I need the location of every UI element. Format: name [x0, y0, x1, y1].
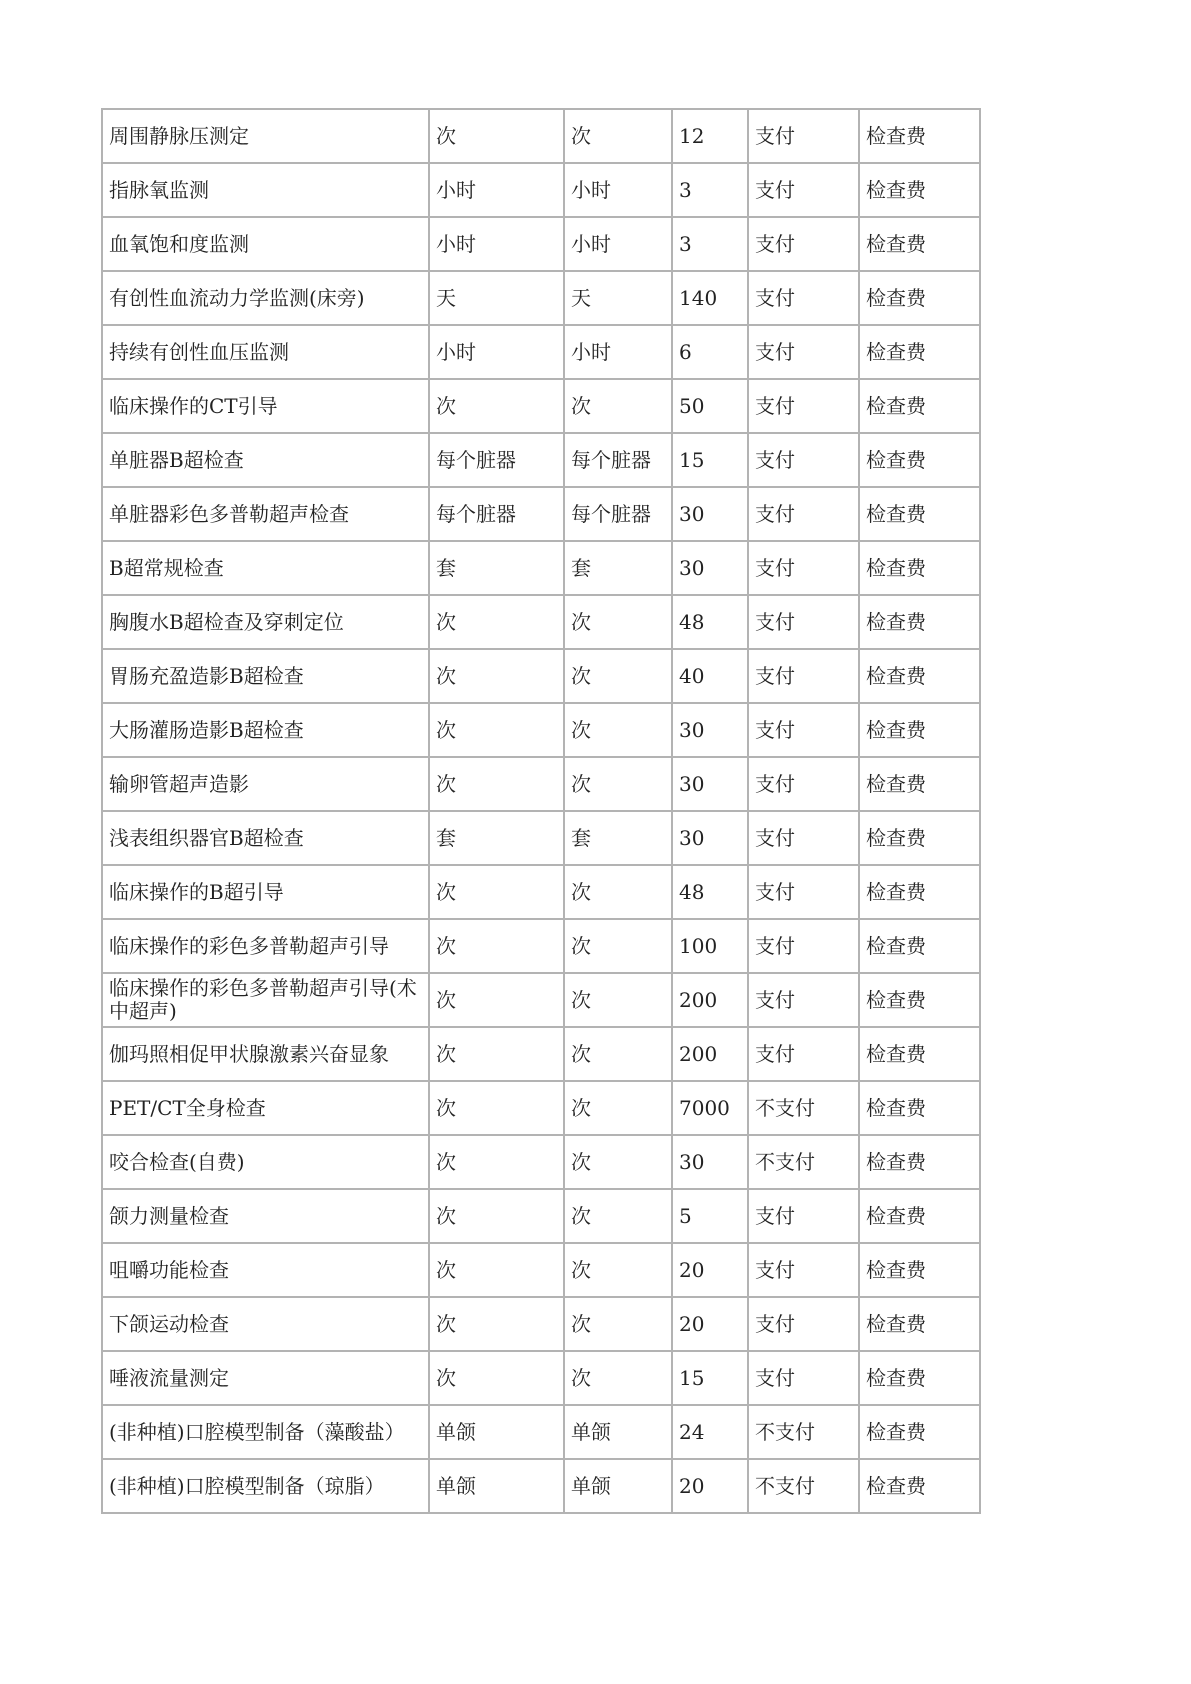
table-row [102, 1135, 980, 1189]
payment-status-cell: 支付 [748, 1297, 859, 1351]
billing-unit-cell: 小时 [564, 163, 672, 217]
price-cell: 30 [672, 1135, 748, 1189]
payment-status-cell: 不支付 [748, 1405, 859, 1459]
item-name-cell: 临床操作的彩色多普勒超声引导(术中超声) [102, 973, 429, 1027]
fee-category-cell: 检查费 [859, 1189, 980, 1243]
payment-status-cell: 不支付 [748, 1081, 859, 1135]
price-cell: 20 [672, 1243, 748, 1297]
item-name-cell: 指脉氧监测 [102, 163, 429, 217]
billing-unit-cell: 次 [564, 1027, 672, 1081]
fee-category-cell: 检查费 [859, 1135, 980, 1189]
table-row [102, 757, 980, 811]
unit-cell: 单颌 [429, 1459, 564, 1513]
fee-category-cell: 检查费 [859, 217, 980, 271]
billing-unit-cell: 套 [564, 811, 672, 865]
price-cell: 140 [672, 271, 748, 325]
fee-category-cell: 检查费 [859, 487, 980, 541]
table-row [102, 919, 980, 973]
fee-category-cell: 检查费 [859, 1351, 980, 1405]
billing-unit-cell: 小时 [564, 325, 672, 379]
table-row [102, 1081, 980, 1135]
table-row [102, 541, 980, 595]
item-name-cell: PET/CT全身检查 [102, 1081, 429, 1135]
payment-status-cell: 支付 [748, 541, 859, 595]
fee-category-cell: 检查费 [859, 1459, 980, 1513]
fee-category-cell: 检查费 [859, 379, 980, 433]
unit-cell: 小时 [429, 325, 564, 379]
price-cell: 15 [672, 1351, 748, 1405]
fee-category-cell: 检查费 [859, 1297, 980, 1351]
table-row [102, 865, 980, 919]
fee-category-cell: 检查费 [859, 433, 980, 487]
fee-category-cell: 检查费 [859, 649, 980, 703]
table-row [102, 703, 980, 757]
fee-category-cell: 检查费 [859, 109, 980, 163]
billing-unit-cell: 次 [564, 649, 672, 703]
payment-status-cell: 支付 [748, 433, 859, 487]
item-name-cell: (非种植)口腔模型制备（藻酸盐） [102, 1405, 429, 1459]
item-name-cell: 周围静脉压测定 [102, 109, 429, 163]
payment-status-cell: 支付 [748, 1243, 859, 1297]
payment-status-cell: 支付 [748, 865, 859, 919]
item-name-cell: 咬合检查(自费) [102, 1135, 429, 1189]
item-name-cell: 大肠灌肠造影B超检查 [102, 703, 429, 757]
billing-unit-cell: 套 [564, 541, 672, 595]
table-row [102, 649, 980, 703]
unit-cell: 小时 [429, 163, 564, 217]
item-name-cell: 下颌运动检查 [102, 1297, 429, 1351]
billing-unit-cell: 次 [564, 1081, 672, 1135]
unit-cell: 套 [429, 541, 564, 595]
unit-cell: 次 [429, 703, 564, 757]
billing-unit-cell: 次 [564, 595, 672, 649]
billing-unit-cell: 每个脏器 [564, 487, 672, 541]
fee-category-cell: 检查费 [859, 163, 980, 217]
table-row [102, 217, 980, 271]
billing-unit-cell: 次 [564, 1243, 672, 1297]
billing-unit-cell: 小时 [564, 217, 672, 271]
billing-unit-cell: 天 [564, 271, 672, 325]
billing-unit-cell: 次 [564, 379, 672, 433]
item-name-cell: 单脏器彩色多普勒超声检查 [102, 487, 429, 541]
item-name-cell: 胃肠充盈造影B超检查 [102, 649, 429, 703]
item-name-cell: 颌力测量检查 [102, 1189, 429, 1243]
payment-status-cell: 支付 [748, 973, 859, 1027]
table-row [102, 163, 980, 217]
payment-status-cell: 支付 [748, 163, 859, 217]
unit-cell: 次 [429, 1351, 564, 1405]
fee-category-cell: 检查费 [859, 541, 980, 595]
price-cell: 30 [672, 811, 748, 865]
unit-cell: 次 [429, 919, 564, 973]
billing-unit-cell: 次 [564, 1297, 672, 1351]
price-cell: 24 [672, 1405, 748, 1459]
price-cell: 20 [672, 1297, 748, 1351]
payment-status-cell: 支付 [748, 649, 859, 703]
fee-category-cell: 检查费 [859, 1243, 980, 1297]
billing-unit-cell: 次 [564, 1351, 672, 1405]
item-name-cell: 胸腹水B超检查及穿刺定位 [102, 595, 429, 649]
billing-unit-cell: 次 [564, 919, 672, 973]
unit-cell: 次 [429, 865, 564, 919]
unit-cell: 次 [429, 973, 564, 1027]
price-cell: 30 [672, 703, 748, 757]
unit-cell: 次 [429, 1027, 564, 1081]
item-name-cell: B超常规检查 [102, 541, 429, 595]
payment-status-cell: 支付 [748, 757, 859, 811]
item-name-cell: 临床操作的CT引导 [102, 379, 429, 433]
payment-status-cell: 支付 [748, 217, 859, 271]
unit-cell: 次 [429, 595, 564, 649]
unit-cell: 次 [429, 1243, 564, 1297]
item-name-cell: (非种植)口腔模型制备（琼脂） [102, 1459, 429, 1513]
price-cell: 3 [672, 217, 748, 271]
billing-unit-cell: 次 [564, 865, 672, 919]
billing-unit-cell: 次 [564, 109, 672, 163]
price-cell: 12 [672, 109, 748, 163]
price-cell: 30 [672, 541, 748, 595]
price-cell: 40 [672, 649, 748, 703]
table-row [102, 1297, 980, 1351]
price-cell: 6 [672, 325, 748, 379]
item-name-cell: 临床操作的B超引导 [102, 865, 429, 919]
unit-cell: 次 [429, 109, 564, 163]
billing-unit-cell: 次 [564, 703, 672, 757]
fee-category-cell: 检查费 [859, 757, 980, 811]
unit-cell: 天 [429, 271, 564, 325]
fee-table [101, 108, 981, 1514]
payment-status-cell: 支付 [748, 1027, 859, 1081]
fee-category-cell: 检查费 [859, 865, 980, 919]
table-row [102, 973, 980, 1027]
price-cell: 30 [672, 757, 748, 811]
fee-category-cell: 检查费 [859, 271, 980, 325]
billing-unit-cell: 次 [564, 1135, 672, 1189]
billing-unit-cell: 单颌 [564, 1459, 672, 1513]
item-name-cell: 伽玛照相促甲状腺激素兴奋显象 [102, 1027, 429, 1081]
fee-category-cell: 检查费 [859, 919, 980, 973]
billing-unit-cell: 次 [564, 973, 672, 1027]
unit-cell: 次 [429, 379, 564, 433]
fee-category-cell: 检查费 [859, 973, 980, 1027]
item-name-cell: 单脏器B超检查 [102, 433, 429, 487]
price-cell: 20 [672, 1459, 748, 1513]
price-cell: 48 [672, 865, 748, 919]
table-row [102, 325, 980, 379]
price-cell: 5 [672, 1189, 748, 1243]
fee-category-cell: 检查费 [859, 1081, 980, 1135]
payment-status-cell: 不支付 [748, 1135, 859, 1189]
table-row [102, 1027, 980, 1081]
unit-cell: 次 [429, 649, 564, 703]
price-cell: 30 [672, 487, 748, 541]
unit-cell: 次 [429, 1081, 564, 1135]
fee-table-body [102, 109, 980, 1513]
table-row [102, 271, 980, 325]
unit-cell: 套 [429, 811, 564, 865]
unit-cell: 每个脏器 [429, 433, 564, 487]
fee-category-cell: 检查费 [859, 325, 980, 379]
payment-status-cell: 支付 [748, 271, 859, 325]
payment-status-cell: 支付 [748, 703, 859, 757]
table-row [102, 433, 980, 487]
billing-unit-cell: 每个脏器 [564, 433, 672, 487]
price-cell: 50 [672, 379, 748, 433]
item-name-cell: 临床操作的彩色多普勒超声引导 [102, 919, 429, 973]
table-row [102, 1459, 980, 1513]
payment-status-cell: 支付 [748, 1351, 859, 1405]
price-cell: 15 [672, 433, 748, 487]
table-row [102, 1405, 980, 1459]
table-row [102, 1243, 980, 1297]
table-row [102, 379, 980, 433]
table-row [102, 487, 980, 541]
billing-unit-cell: 次 [564, 757, 672, 811]
unit-cell: 次 [429, 1135, 564, 1189]
table-row [102, 1351, 980, 1405]
payment-status-cell: 支付 [748, 919, 859, 973]
table-row [102, 1189, 980, 1243]
fee-category-cell: 检查费 [859, 811, 980, 865]
item-name-cell: 唾液流量测定 [102, 1351, 429, 1405]
payment-status-cell: 支付 [748, 109, 859, 163]
unit-cell: 次 [429, 1297, 564, 1351]
table-row [102, 109, 980, 163]
fee-category-cell: 检查费 [859, 1027, 980, 1081]
item-name-cell: 浅表组织器官B超检查 [102, 811, 429, 865]
price-cell: 200 [672, 973, 748, 1027]
unit-cell: 单颌 [429, 1405, 564, 1459]
payment-status-cell: 支付 [748, 325, 859, 379]
unit-cell: 小时 [429, 217, 564, 271]
payment-status-cell: 支付 [748, 379, 859, 433]
fee-category-cell: 检查费 [859, 703, 980, 757]
price-cell: 7000 [672, 1081, 748, 1135]
table-row [102, 811, 980, 865]
billing-unit-cell: 单颌 [564, 1405, 672, 1459]
item-name-cell: 输卵管超声造影 [102, 757, 429, 811]
fee-category-cell: 检查费 [859, 1405, 980, 1459]
payment-status-cell: 支付 [748, 487, 859, 541]
payment-status-cell: 支付 [748, 1189, 859, 1243]
item-name-cell: 咀嚼功能检查 [102, 1243, 429, 1297]
billing-unit-cell: 次 [564, 1189, 672, 1243]
price-cell: 48 [672, 595, 748, 649]
price-cell: 200 [672, 1027, 748, 1081]
item-name-cell: 持续有创性血压监测 [102, 325, 429, 379]
payment-status-cell: 支付 [748, 595, 859, 649]
item-name-cell: 有创性血流动力学监测(床旁) [102, 271, 429, 325]
table-row [102, 595, 980, 649]
unit-cell: 次 [429, 757, 564, 811]
item-name-cell: 血氧饱和度监测 [102, 217, 429, 271]
payment-status-cell: 支付 [748, 811, 859, 865]
price-cell: 100 [672, 919, 748, 973]
price-cell: 3 [672, 163, 748, 217]
payment-status-cell: 不支付 [748, 1459, 859, 1513]
fee-category-cell: 检查费 [859, 595, 980, 649]
unit-cell: 每个脏器 [429, 487, 564, 541]
unit-cell: 次 [429, 1189, 564, 1243]
